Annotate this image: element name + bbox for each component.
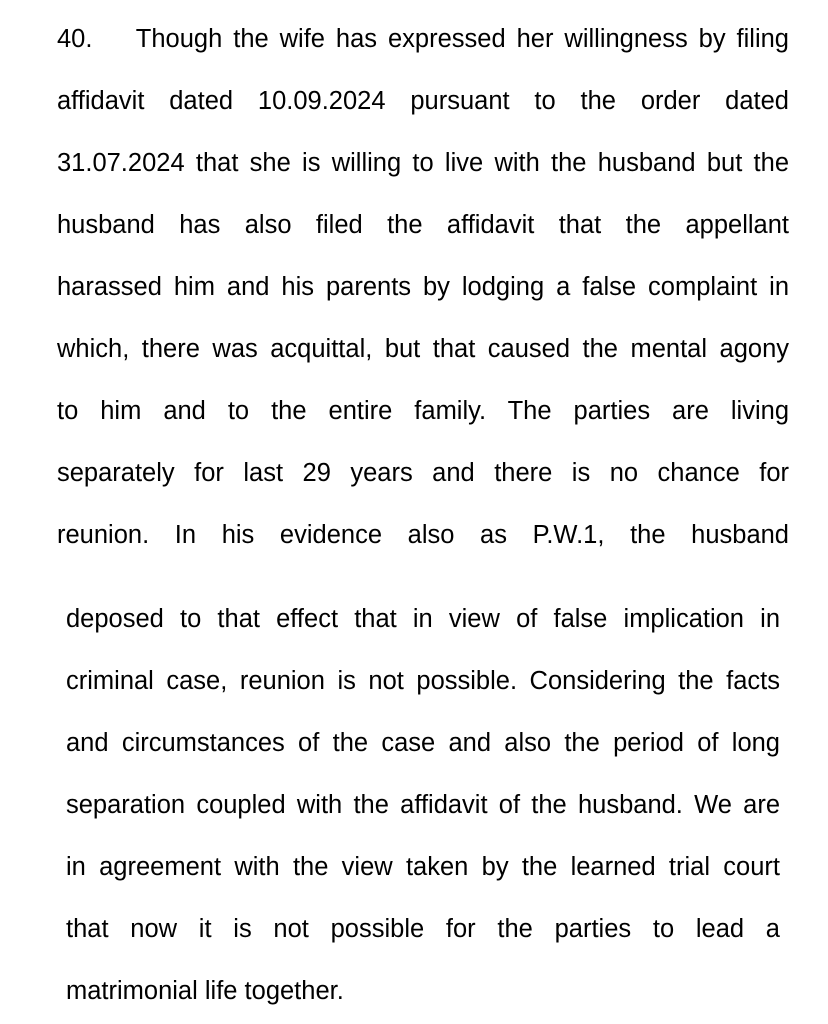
text-line: separately for last 29 years and there is no chance for (57, 459, 789, 487)
text-line: and circumstances of the case and also the period of long (66, 729, 780, 757)
paragraph-40-part-one (57, 8, 789, 566)
text-line: husband has also filed the affidavit that the appellant (57, 211, 789, 239)
text-line: 40. Though the wife has expressed her willingness by filing (57, 25, 789, 53)
text-line: in agreement with the view taken by the learned trial court (66, 853, 780, 881)
text-line: matrimonial life together. (66, 977, 344, 1005)
text-line: separation coupled with the affidavit of the husband. We are (66, 791, 780, 819)
text-line: affidavit dated 10.09.2024 pursuant to the order dated (57, 87, 789, 115)
text-line: to him and to the entire family. The parties are living (57, 397, 789, 425)
text-line: deposed to that effect that in view of false implication in (66, 605, 780, 633)
paragraph-40-part-two (66, 588, 780, 1022)
text-line: 31.07.2024 that she is willing to live with the husband but the (57, 149, 789, 177)
text-line: that now it is not possible for the parties to lead a (66, 915, 780, 943)
text-line: reunion. In his evidence also as P.W.1, the husband (57, 521, 789, 549)
text-line: criminal case, reunion is not possible. Considering the facts (66, 667, 780, 695)
text-line: which, there was acquittal, but that caused the mental agony (57, 335, 789, 363)
text-line: harassed him and his parents by lodging a false complaint in (57, 273, 789, 301)
